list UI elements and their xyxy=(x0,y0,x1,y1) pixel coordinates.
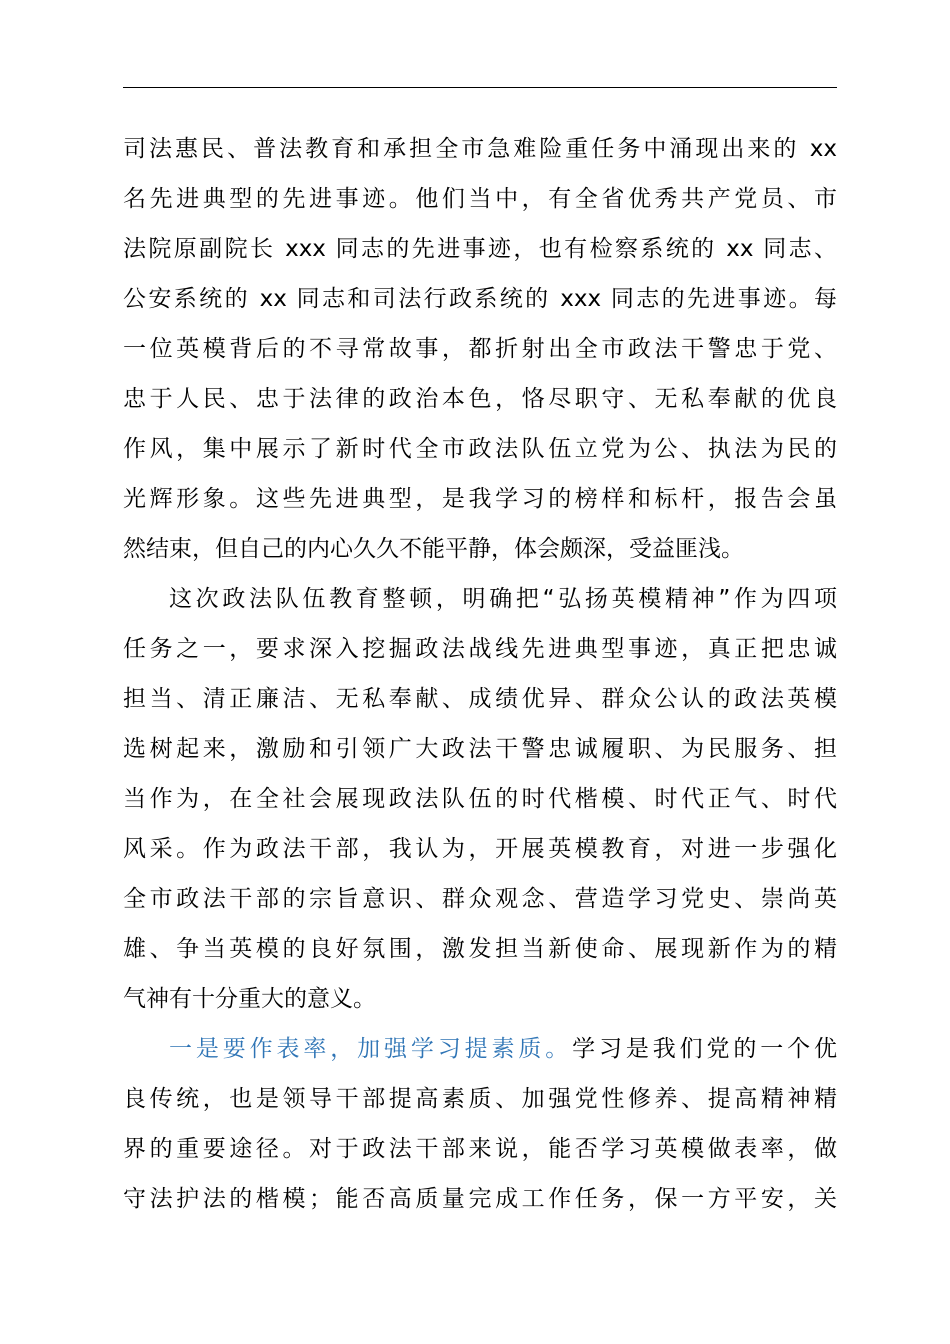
paragraph-line: 良传统，也是领导干部提高素质、加强党性修养、提高精神精 xyxy=(123,1086,837,1112)
paragraph-line: 界的重要途径。对于政法干部来说，能否学习英模做表率，做 xyxy=(123,1136,837,1162)
paragraph-line: 守法护法的楷模；能否高质量完成工作任务，保一方平安，关 xyxy=(123,1186,837,1212)
paragraph-line: 这次政法队伍教育整顿，明确把“弘扬英模精神”作为四项 xyxy=(169,586,837,612)
paragraph-line: 任务之一，要求深入挖掘政法战线先进典型事迹，真正把忠诚 xyxy=(123,636,837,662)
paragraph-line: 风采。作为政法干部，我认为，开展英模教育，对进一步强化 xyxy=(123,836,837,862)
paragraph-line: 全市政法干部的宗旨意识、群众观念、营造学习党史、崇尚英 xyxy=(123,886,837,912)
paragraph-line: 雄、争当英模的良好氛围，激发担当新使命、展现新作为的精 xyxy=(123,936,837,962)
paragraph-line: 光辉形象。这些先进典型，是我学习的榜样和标杆，报告会虽 xyxy=(123,486,837,512)
header-rule xyxy=(123,87,837,88)
paragraph-line: 公安系统的 xx 同志和司法行政系统的 xxx 同志的先进事迹。每 xyxy=(123,286,837,312)
paragraph-line: 名先进典型的先进事迹。他们当中，有全省优秀共产党员、市 xyxy=(123,186,837,212)
paragraph-line: 作风，集中展示了新时代全市政法队伍立党为公、执法为民的 xyxy=(123,436,837,462)
paragraph-line: 选树起来，激励和引领广大政法干警忠诚履职、为民服务、担 xyxy=(123,736,837,762)
paragraph-line: 忠于人民、忠于法律的政治本色，恪尽职守、无私奉献的优良 xyxy=(123,386,837,412)
document-body xyxy=(123,124,837,1224)
paragraph-text: 学习是我们党的一个优 xyxy=(572,1036,837,1062)
paragraph-line: 司法惠民、普法教育和承担全市急难险重任务中涌现出来的 xx xyxy=(123,136,837,162)
paragraph-line: 然结束，但自己的内心久久不能平静，体会颇深，受益匪浅。 xyxy=(123,536,744,562)
paragraph-line: 一位英模背后的不寻常故事，都折射出全市政法干警忠于党、 xyxy=(123,336,837,362)
section-heading: 一是要作表率，加强学习提素质。 xyxy=(169,1036,573,1062)
paragraph-line: 当作为，在全社会展现政法队伍的时代楷模、时代正气、时代 xyxy=(123,786,837,812)
paragraph-line: 担当、清正廉洁、无私奉献、成绩优异、群众公认的政法英模 xyxy=(123,686,837,712)
paragraph-line xyxy=(123,1024,837,1074)
paragraph-line: 法院原副院长 xxx 同志的先进事迹，也有检察系统的 xx 同志、 xyxy=(123,236,837,262)
paragraph-line: 气神有十分重大的意义。 xyxy=(123,986,376,1012)
